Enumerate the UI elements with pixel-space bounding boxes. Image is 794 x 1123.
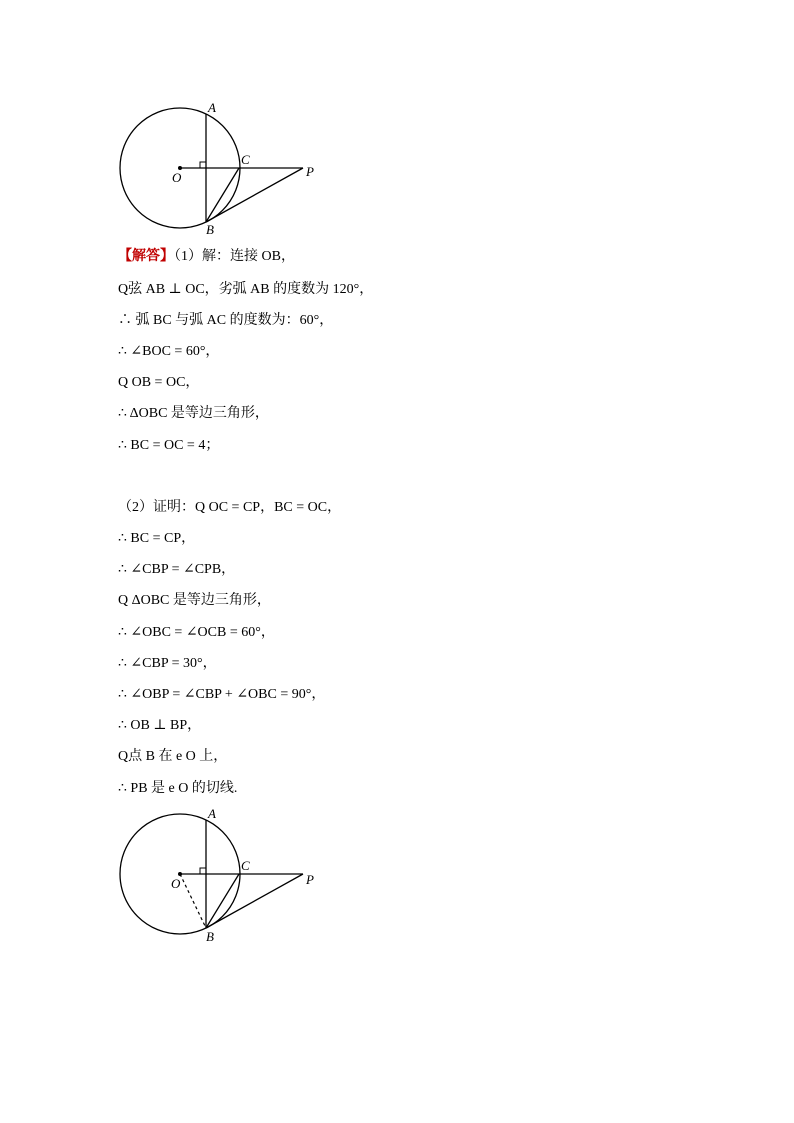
part2-line-7: ∴ OB ⊥ BP，: [118, 718, 202, 733]
part2-line-9: ∴ PB 是 e O 的切线.: [118, 781, 238, 796]
part2-line-5: ∴ ∠CBP = 30°，: [118, 656, 217, 671]
answer-line-0: [118, 248, 295, 266]
part2-line-6: ∴ ∠OBP = ∠CBP + ∠OBC = 90°，: [118, 687, 326, 702]
part2-line-8: Q点 B 在 e O 上，: [118, 749, 228, 764]
part1-line-0: （1）解：连接 OB，: [174, 249, 295, 264]
answer-heading: 【解答】: [118, 249, 174, 264]
part1-line-5: ∴ ΔOBC 是等边三角形，: [118, 406, 269, 421]
label-c: C: [241, 858, 250, 873]
label-b: B: [206, 222, 214, 235]
radius-ob-dashed: [180, 874, 206, 928]
right-angle-mark: [200, 162, 206, 168]
label-o: O: [172, 170, 182, 185]
figure-circle-tangent-2: [110, 806, 330, 946]
part1-line-3: ∴ ∠BOC = 60°，: [118, 344, 220, 359]
part1-line-4: Q OB = OC，: [118, 375, 200, 390]
label-a: A: [208, 806, 216, 821]
label-a: A: [208, 100, 216, 115]
part1-line-6: ∴ BC = OC = 4；: [118, 438, 220, 453]
part2-line-1: ∴ BC = CP，: [118, 531, 196, 546]
part1-line-2: ∴ 弧 BC 与弧 AC 的度数为：60°，: [118, 313, 334, 328]
label-p: P: [306, 164, 314, 179]
label-c: C: [241, 152, 250, 167]
segment-bp: [206, 874, 303, 928]
figure-circle-tangent-1: [110, 100, 330, 235]
part2-line-2: ∴ ∠CBP = ∠CPB，: [118, 562, 236, 577]
part2-line-4: ∴ ∠OBC = ∠OCB = 60°，: [118, 625, 275, 640]
right-angle-mark: [200, 868, 206, 874]
part1-line-1: Q弦 AB ⊥ OC，劣弧 AB 的度数为 120°，: [118, 282, 374, 297]
segment-bp: [206, 168, 303, 222]
part2-line-0: （2）证明：Q OC = CP，BC = OC，: [118, 500, 342, 515]
label-o: O: [171, 876, 181, 891]
label-b: B: [206, 929, 214, 944]
part2-line-3: Q ΔOBC 是等边三角形，: [118, 593, 271, 608]
label-p: P: [306, 872, 314, 887]
